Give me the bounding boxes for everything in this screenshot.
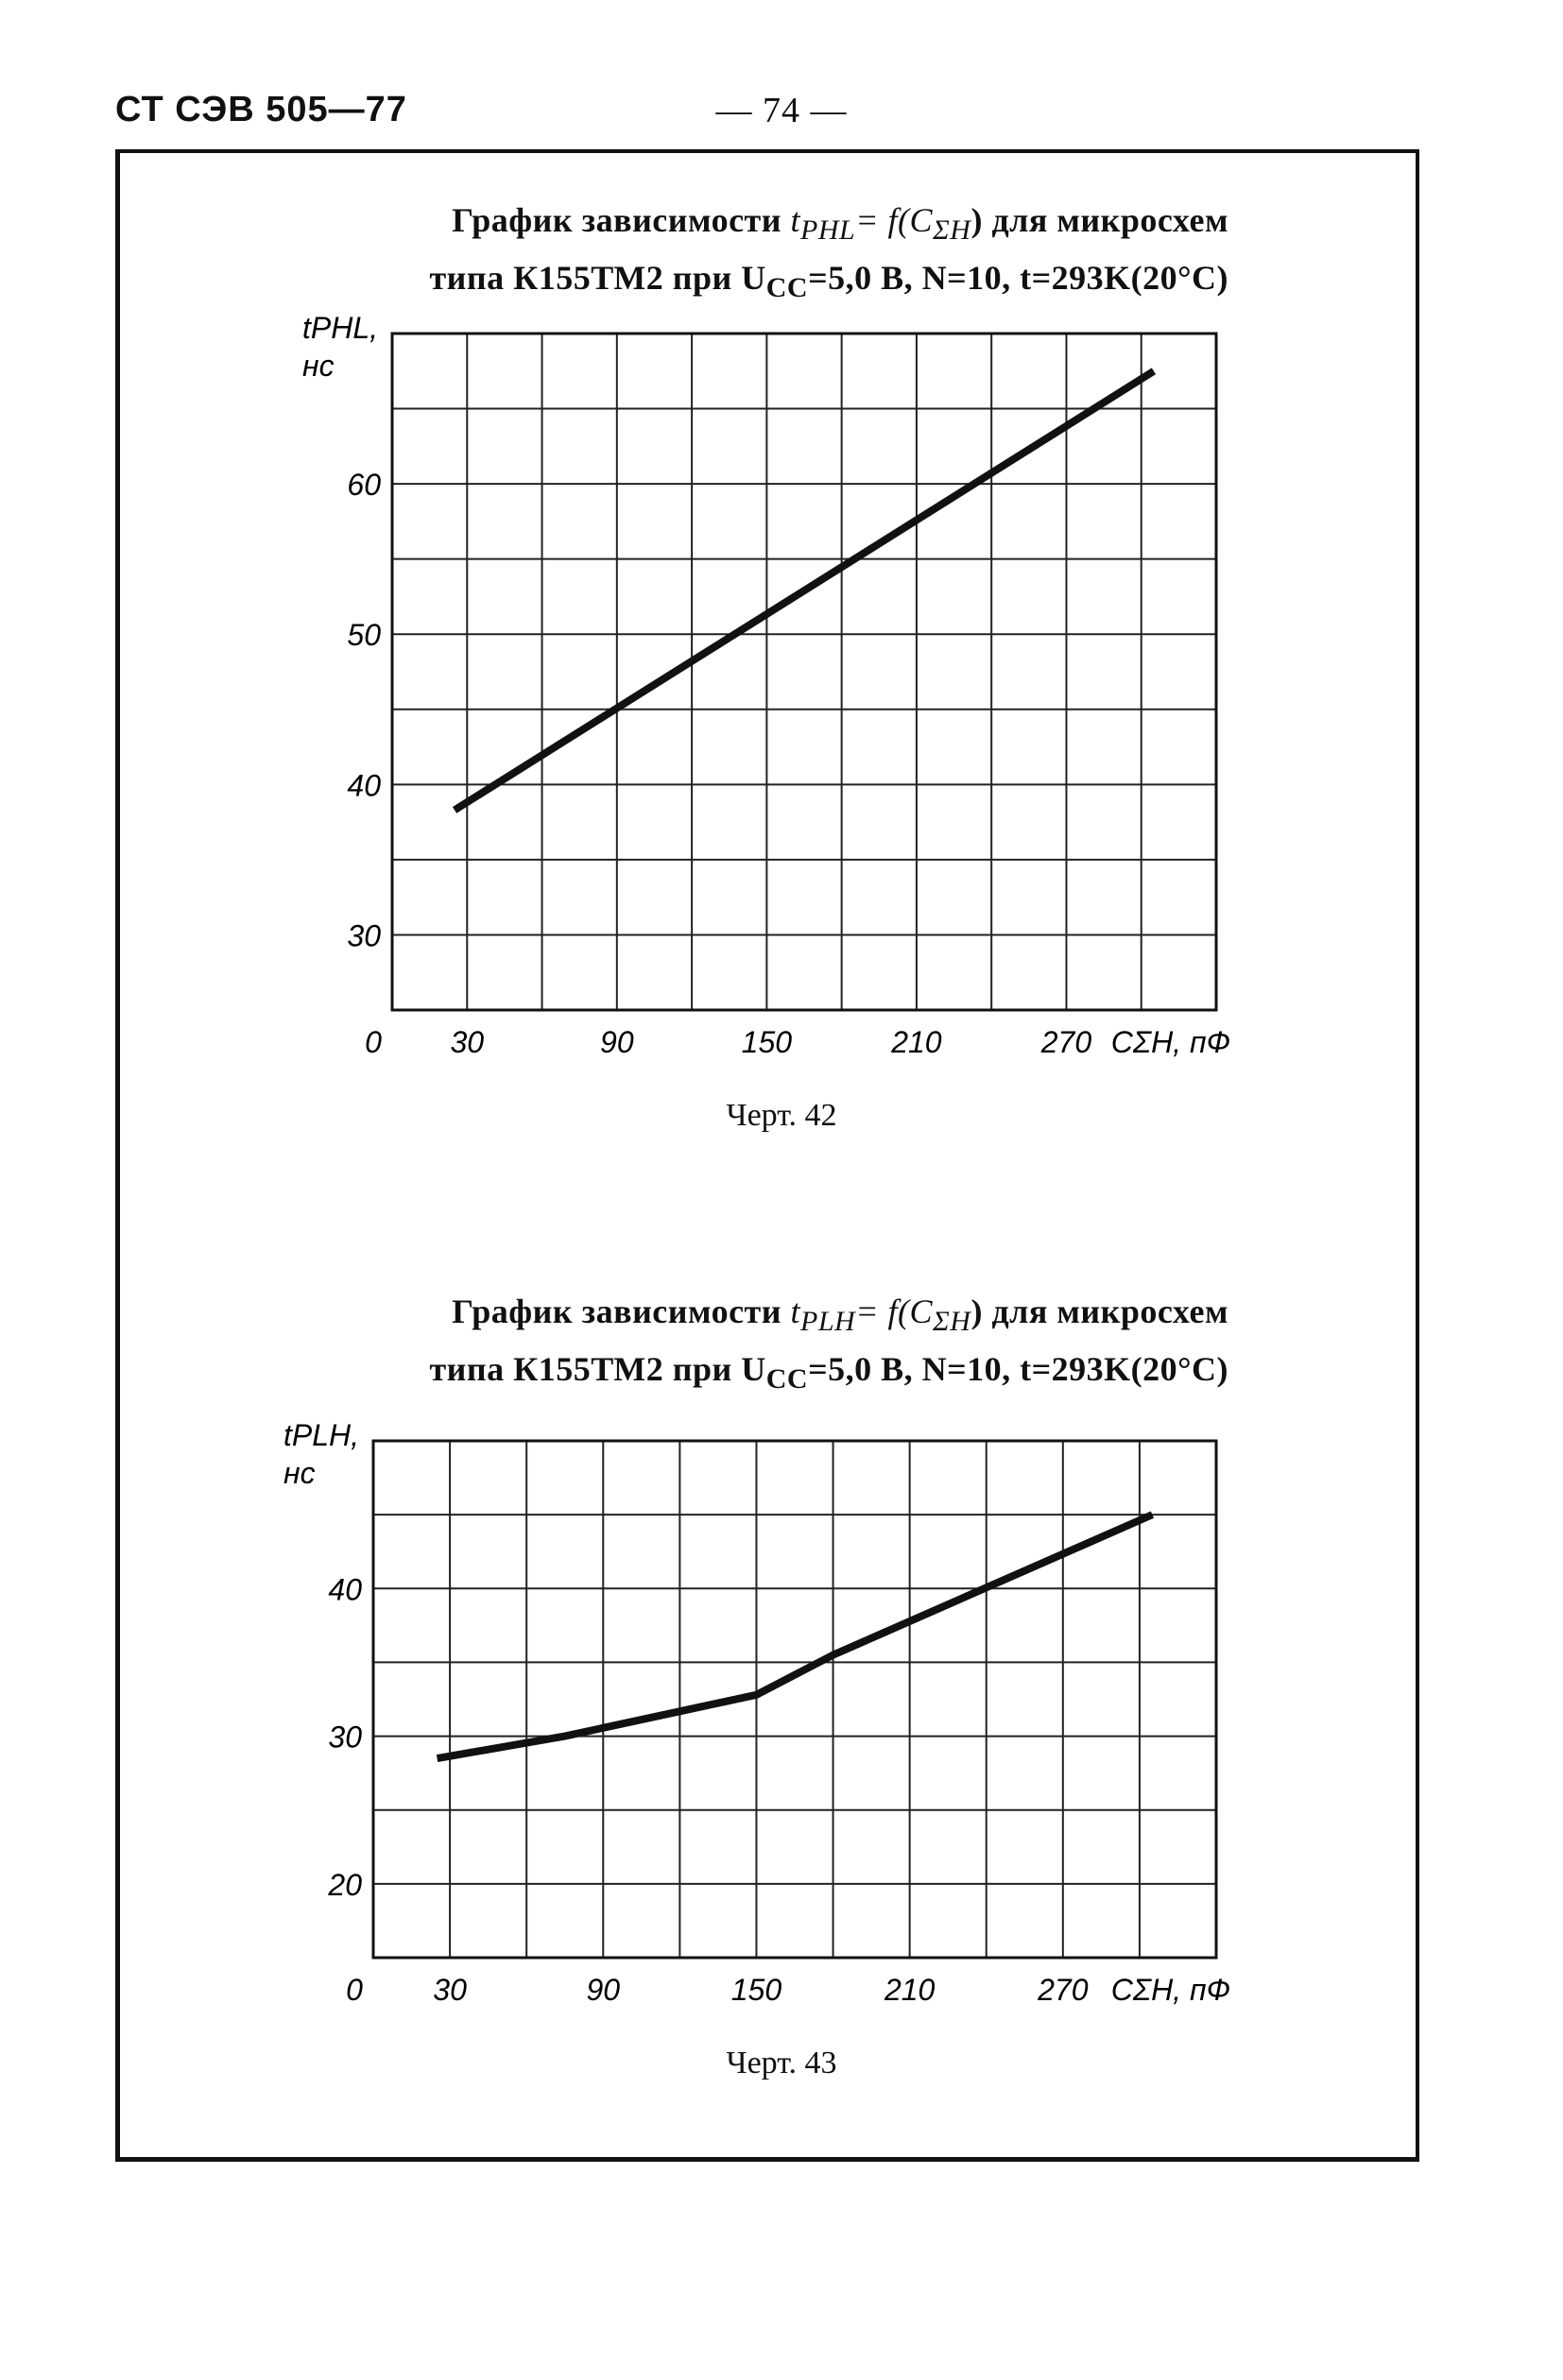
y-axis-unit: нс xyxy=(283,1456,316,1490)
page-header-standard: СТ СЭВ 505—77 xyxy=(115,90,407,129)
x-tick-label: 90 xyxy=(600,1025,634,1059)
y-axis-label: tPLH, xyxy=(283,1418,360,1452)
y-axis-label: tPHL, xyxy=(302,311,379,345)
chart-43-title-func: = f(C xyxy=(855,1293,933,1330)
chart-42-title-line2-tail: =5,0 В, N=10, t=293K(20°C) xyxy=(808,259,1228,298)
chart-42-caption: Черт. 42 xyxy=(726,1098,837,1133)
chart-43-title-sub2: ΣH xyxy=(932,1306,971,1338)
chart-42-title-tail: ) для микросхем xyxy=(970,201,1228,239)
chart-42-title-var: t xyxy=(790,201,800,239)
y-tick-label: 30 xyxy=(328,1720,362,1755)
page-number: — 74 — xyxy=(715,91,848,130)
x-tick-label: 210 xyxy=(891,1025,942,1059)
chart-42-title-func: = f(C xyxy=(855,201,933,239)
x-tick-label: 30 xyxy=(450,1025,485,1059)
chart-43-caption: Черт. 43 xyxy=(726,2046,837,2080)
x-tick-label: 270 xyxy=(1040,1025,1092,1059)
chart-42-title-line2-sub: CC xyxy=(765,272,809,304)
chart-43-title-var: t xyxy=(790,1293,800,1330)
series-line xyxy=(438,1515,1153,1758)
y-tick-label: 40 xyxy=(328,1572,362,1607)
x-tick-label: 210 xyxy=(884,1973,936,2007)
chart-42-title-line2: типа К155ТМ2 при U xyxy=(429,259,766,298)
y-tick-label: 40 xyxy=(347,768,381,803)
chart-43-title-sub: PLH xyxy=(800,1306,856,1338)
chart-43-title-tail: ) для микросхем xyxy=(970,1293,1228,1330)
y-tick-label: 20 xyxy=(328,1867,362,1902)
x-origin-label: 0 xyxy=(365,1025,382,1059)
chart-42-title-sub: PHL xyxy=(800,214,856,247)
y-tick-label: 30 xyxy=(347,918,381,953)
x-axis-label: CΣH, пФ xyxy=(1110,1973,1230,2007)
x-origin-label: 0 xyxy=(346,1973,363,2007)
y-tick-label: 50 xyxy=(347,618,381,653)
x-axis-label: CΣH, пФ xyxy=(1110,1025,1230,1059)
chart-43-title-line2-sub: CC xyxy=(765,1363,809,1395)
chart-43-title-line2: типа К155ТМ2 при U xyxy=(429,1350,766,1389)
x-tick-label: 30 xyxy=(433,1973,467,2007)
y-tick-label: 60 xyxy=(347,468,381,503)
series-line xyxy=(455,371,1154,811)
chart-43-title-text: График зависимости xyxy=(452,1293,782,1330)
chart-43 xyxy=(0,1134,1563,2173)
x-tick-label: 150 xyxy=(741,1025,793,1059)
x-tick-label: 270 xyxy=(1038,1973,1089,2007)
chart-42-title-sub2: ΣH xyxy=(932,214,971,247)
plot-frame xyxy=(373,1441,1216,1958)
x-tick-label: 90 xyxy=(586,1973,621,2007)
chart-42-title-text: График зависимости xyxy=(452,201,782,239)
x-tick-label: 150 xyxy=(730,1973,782,2007)
chart-43-title-line2-tail: =5,0 В, N=10, t=293K(20°C) xyxy=(808,1350,1228,1389)
chart-42 xyxy=(0,0,1563,1134)
y-axis-unit: нс xyxy=(302,349,335,383)
plot-frame xyxy=(392,334,1216,1010)
